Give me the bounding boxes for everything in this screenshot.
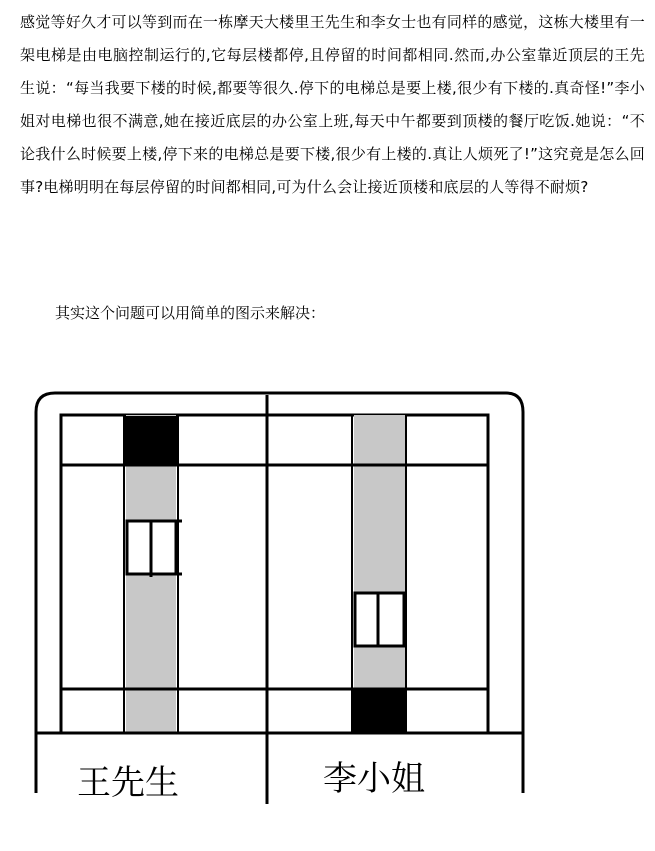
left-office-block xyxy=(124,416,177,465)
right-office-block xyxy=(352,689,406,733)
right-elevator-shaft xyxy=(354,415,405,733)
intro-sentence: 其实这个问题可以用简单的图示来解决： xyxy=(55,304,326,322)
left-label: 王先生 xyxy=(77,763,179,803)
right-label: 李小姐 xyxy=(323,759,425,799)
story-paragraph: 感觉等好久才可以等到而在一栋摩天大楼里王先生和李女士也有同样的感觉，这栋大楼里有一架电梯是由电脑控制运行的,它每层楼都停,且停留的时间都相同.然而,办公室靠近顶层的王先生说：“每当我要下楼的时候,都要等很久.停下的电梯总是要上楼,很少有下楼的.真奇怪!”李小姐对电梯也很不满意,她在接近底层的办公室上班,每天中午都要到顶楼的餐厅吃饭.她说：“不论我什么时候要上楼,停下来的电梯总是要下楼,很少有上楼的.真让人烦死了!”这究竟是怎么回事?电梯明明在每层停留的时间都相同,可为什么会让接近顶楼和底层的人等得不耐烦? xyxy=(20,13,645,196)
